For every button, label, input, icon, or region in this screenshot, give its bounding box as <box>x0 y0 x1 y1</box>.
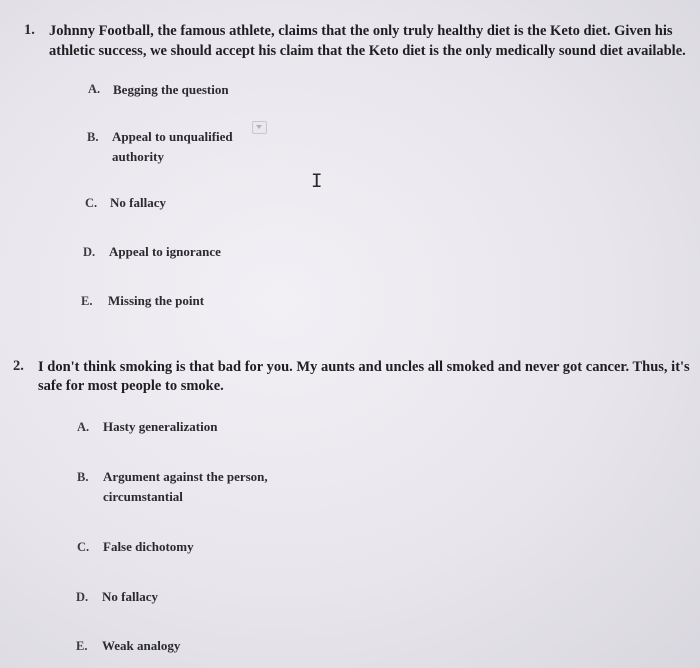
option-letter: C. <box>77 540 90 554</box>
question-1-text-line-2: athletic success, we should accept his claim that the Keto diet is the only medically sound diet available. <box>49 43 686 59</box>
option-label: Missing the point <box>108 293 205 308</box>
option-label: Weak analogy <box>102 638 181 653</box>
option-letter: A. <box>88 82 101 96</box>
option-label: Begging the question <box>113 82 229 97</box>
option-letter: B. <box>87 130 99 144</box>
option-label-line-2: authority <box>112 149 164 164</box>
option-label: Hasty generalization <box>103 419 218 434</box>
option-label: Appeal to ignorance <box>109 244 221 259</box>
question-1-text-line-1: Johnny Football, the famous athlete, claims that the only truly healthy diet is the Keto diet. Given his <box>49 23 673 39</box>
option-label: No fallacy <box>110 195 166 210</box>
option-letter: E. <box>81 294 93 308</box>
option-label: No fallacy <box>102 589 158 604</box>
question-2-number: 2. <box>13 358 24 374</box>
option-label-line-2: circumstantial <box>103 489 183 504</box>
option-label-line-1: Appeal to unqualified <box>112 129 233 144</box>
option-letter: D. <box>76 590 89 604</box>
question-2-text-line-2: safe for most people to smoke. <box>38 378 224 394</box>
option-letter: B. <box>77 470 89 484</box>
question-2-text-line-1: I don't think smoking is that bad for you. My aunts and uncles all smoked and never got cancer. Thus, it's <box>38 359 690 375</box>
question-1-number: 1. <box>24 22 35 38</box>
option-letter: A. <box>77 420 90 434</box>
option-label-line-1: Argument against the person, <box>103 469 268 484</box>
option-letter: E. <box>76 639 88 653</box>
dropdown-arrow-icon[interactable] <box>252 121 267 134</box>
option-label: False dichotomy <box>103 539 194 554</box>
option-letter: C. <box>85 196 98 210</box>
text-cursor-icon: I <box>311 170 323 192</box>
option-letter: D. <box>83 245 96 259</box>
